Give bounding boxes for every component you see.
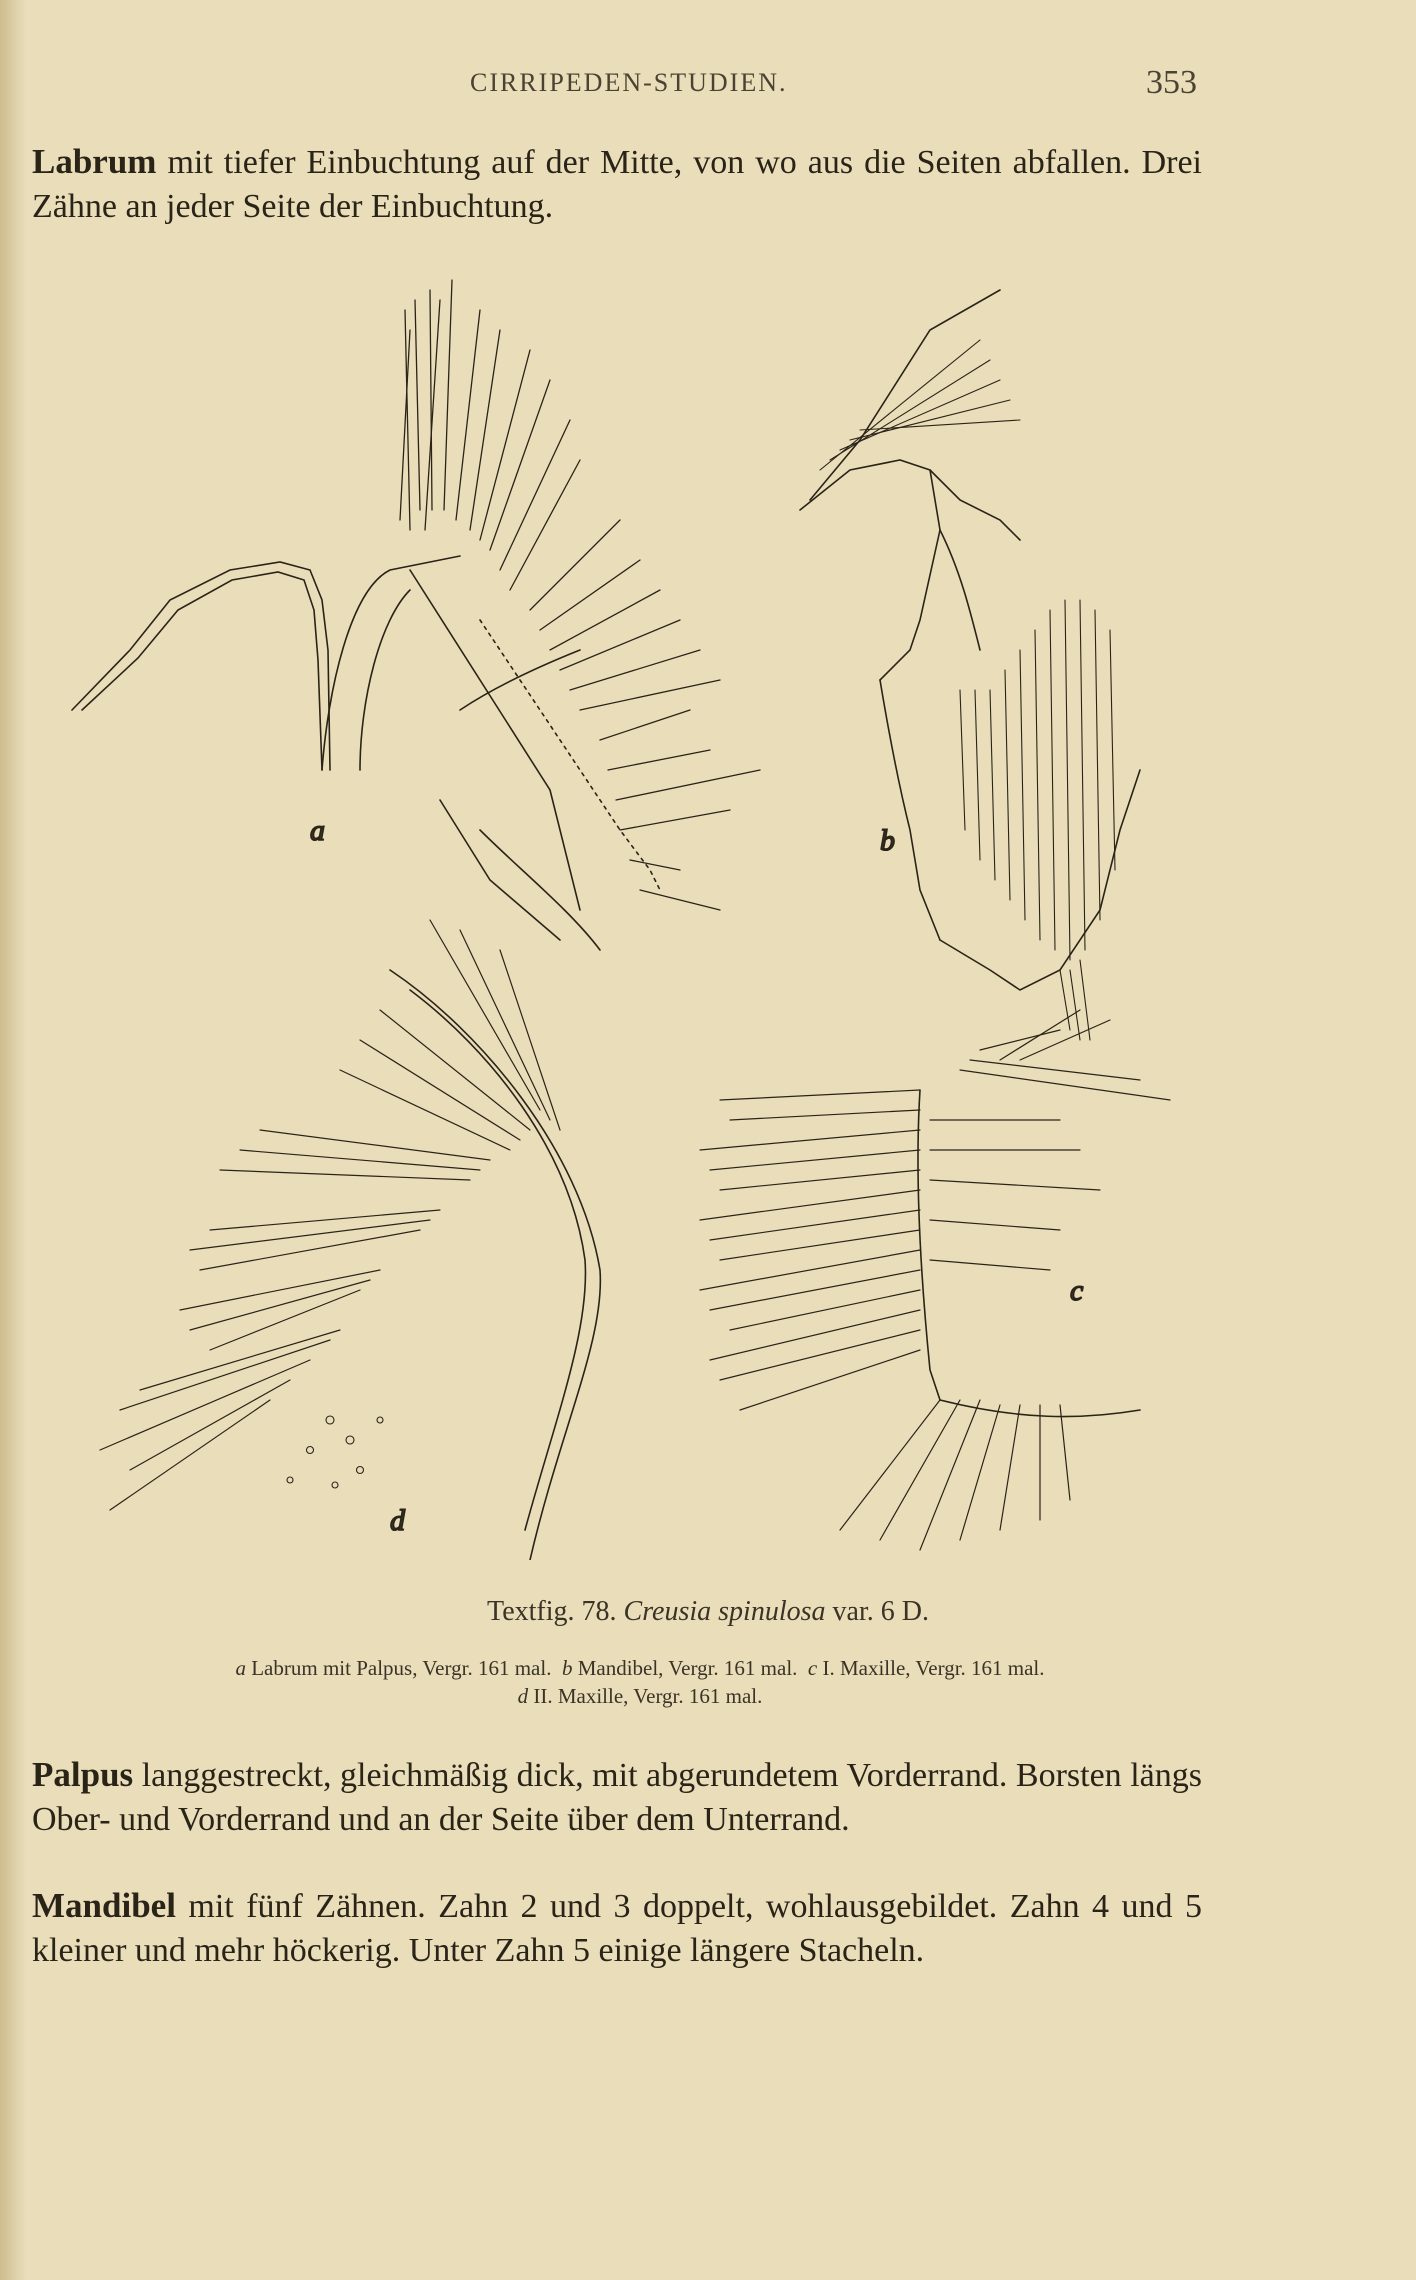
figure-textfig-78: [60, 270, 1200, 1560]
figure-legend-line-2: [70, 1684, 1210, 1709]
panel-label-d: d: [390, 1504, 405, 1537]
paragraph-lead: Palpus: [32, 1755, 134, 1794]
legend-d-text: II. Maxille, Vergr. 161 mal.: [533, 1684, 763, 1708]
paragraph-labrum: [32, 140, 1202, 229]
panel-a-drawing: [72, 280, 760, 950]
paragraph-text: langgestreckt, gleichmäßig dick, mit abgerundetem Vorderrand. Borsten längs Ober- und Vorderrand und an der Seite über dem Unterrand.: [32, 1757, 1202, 1838]
paragraph-text: mit fünf Zähnen. Zahn 2 und 3 doppelt, wohlausgebildet. Zahn 4 und 5 kleiner und mehr höckerig. Unter Zahn 5 einige längere Stacheln.: [32, 1888, 1202, 1969]
running-head: CIRRIPEDEN-STUDIEN.: [470, 68, 788, 97]
panel-label-b: b: [880, 824, 895, 857]
panel-label-a: a: [310, 814, 325, 847]
paragraph-palpus: [32, 1753, 1202, 1842]
caption-species: Creusia spinulosa: [623, 1596, 826, 1627]
panel-d-drawing: [100, 920, 600, 1560]
legend-c-text: I. Maxille, Vergr. 161 mal.: [822, 1656, 1045, 1680]
legend-b-letter: b: [561, 1656, 573, 1680]
legend-d-letter: d: [517, 1684, 529, 1708]
paragraph-text: mit tiefer Einbuchtung auf der Mitte, von wo aus die Seiten abfallen. Drei Zähne an jeder Seite der Einbuchtung.: [32, 144, 1202, 225]
legend-c-letter: c: [807, 1656, 818, 1680]
paragraph-mandibel: [32, 1884, 1202, 1973]
caption-suffix: var. 6 D.: [832, 1596, 929, 1627]
legend-a-text: Labrum mit Palpus, Vergr. 161 mal.: [251, 1656, 552, 1680]
figure-caption-title: [0, 1596, 1416, 1628]
page-number: 353: [1146, 64, 1197, 101]
paragraph-lead: Mandibel: [32, 1886, 176, 1925]
figure-legend-line-1: [70, 1656, 1210, 1681]
legend-b-text: Mandibel, Vergr. 161 mal.: [577, 1656, 798, 1680]
panel-b-drawing: [800, 290, 1140, 1040]
panel-c-drawing: [700, 1010, 1170, 1550]
panel-label-c: c: [1070, 1274, 1084, 1307]
legend-a-letter: a: [235, 1656, 246, 1680]
caption-prefix: Textfig. 78.: [487, 1596, 617, 1627]
page-edge-shadow: [0, 0, 26, 2280]
page-header: [0, 64, 1416, 108]
paragraph-lead: Labrum: [32, 142, 157, 181]
figure-drawing: [60, 270, 1200, 1560]
